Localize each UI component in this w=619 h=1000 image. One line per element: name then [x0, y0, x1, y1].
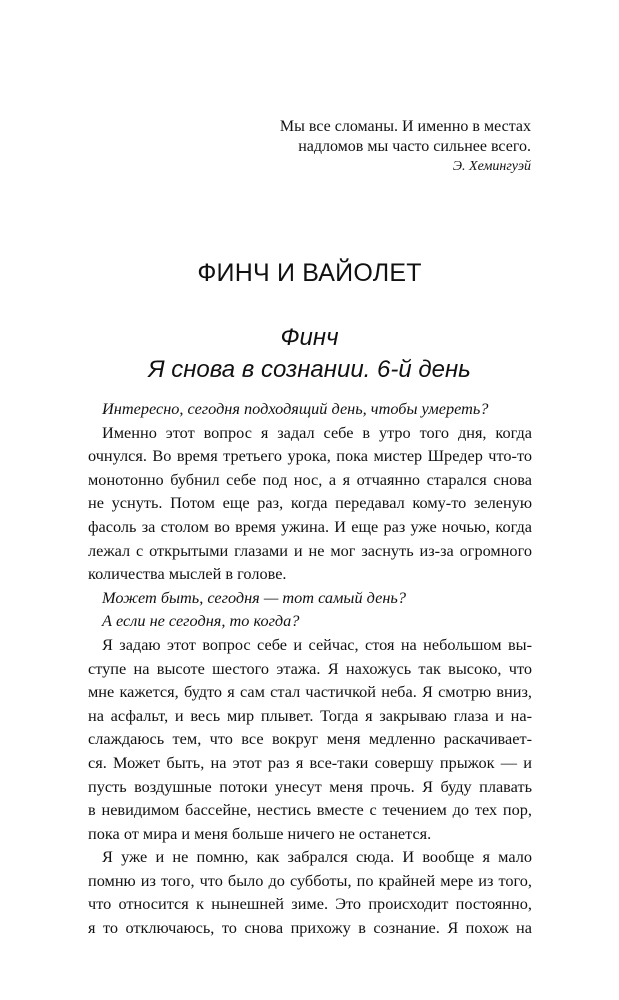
text-line: А если не сегодня, то когда? — [102, 611, 300, 631]
epigraph-author: Э. Хемингуэй — [452, 159, 531, 174]
text-line: количества мыслей в голове. — [88, 564, 287, 584]
text-line: помню из того, что было до субботы, по крайней мере из того, — [88, 870, 532, 890]
text-line: фасоль за столом во время ужина. И еще раз уже ночью, когда — [88, 516, 532, 536]
body-text — [88, 397, 532, 940]
text-line: монотонно бубнил себе под нос, а я отчаянно старался снова — [88, 469, 532, 489]
chapter-title: ФИНЧ И ВАЙОЛЕТ — [197, 259, 422, 287]
text-line: Я задаю этот вопрос себе и сейчас, стоя на небольшом вы- — [102, 634, 532, 654]
epigraph — [200, 117, 531, 177]
text-line: что относится к нынешней зиме. Это происходит постоянно, — [88, 894, 532, 914]
text-line: в невидимом бассейне, нестись вместе с течением до тех пор, — [88, 800, 532, 820]
text-line: Я уже и не помню, как забрался сюда. И вообще я мало — [102, 847, 532, 867]
text-line: слаждаюсь тем, что все вокруг меня медленно раскачивает- — [88, 729, 532, 749]
text-line: ся. Может быть, на этот раз я все-таки совершу прыжок — и — [88, 752, 532, 772]
text-line: пусть воздушные потоки унесут меня прочь. Я буду плавать — [88, 776, 532, 796]
text-line: я то отключаюсь, то снова прихожу в сознание. Я похож на — [88, 918, 532, 938]
section-heading — [0, 322, 619, 386]
epigraph-line: Мы все сломаны. И именно в местах — [279, 118, 531, 135]
text-line: Может быть, сегодня — тот самый день? — [102, 587, 406, 607]
text-line: очнулся. Во время третьего урока, пока мистер Шредер что-то — [88, 446, 532, 466]
section-heading-subtitle: Я снова в сознании. 6-й день — [148, 356, 471, 383]
text-line: Именно этот вопрос я задал себе в утро того дня, когда — [102, 422, 532, 442]
epigraph-line: надломов мы часто сильнее всего. — [298, 138, 531, 155]
text-line: Интересно, сегодня подходящий день, чтобы умереть? — [102, 399, 489, 418]
text-line: на асфальт, и весь мир плывет. Тогда я закрываю глаза и на- — [88, 705, 532, 725]
text-line: пока от мира и меня больше ничего не останется. — [88, 823, 432, 843]
section-heading-character: Финч — [280, 324, 339, 351]
text-line: мне кажется, будто я сам стал частичкой неба. Я смотрю вниз, — [88, 682, 532, 702]
text-line: лежал с открытыми глазами и не мог заснуть из-за огромного — [88, 540, 532, 560]
text-line: не уснуть. Потом еще раз, когда передавал кому-то зеленую — [88, 493, 532, 513]
text-line: ступе на высоте шестого этажа. Я нахожусь так высоко, что — [88, 658, 532, 678]
